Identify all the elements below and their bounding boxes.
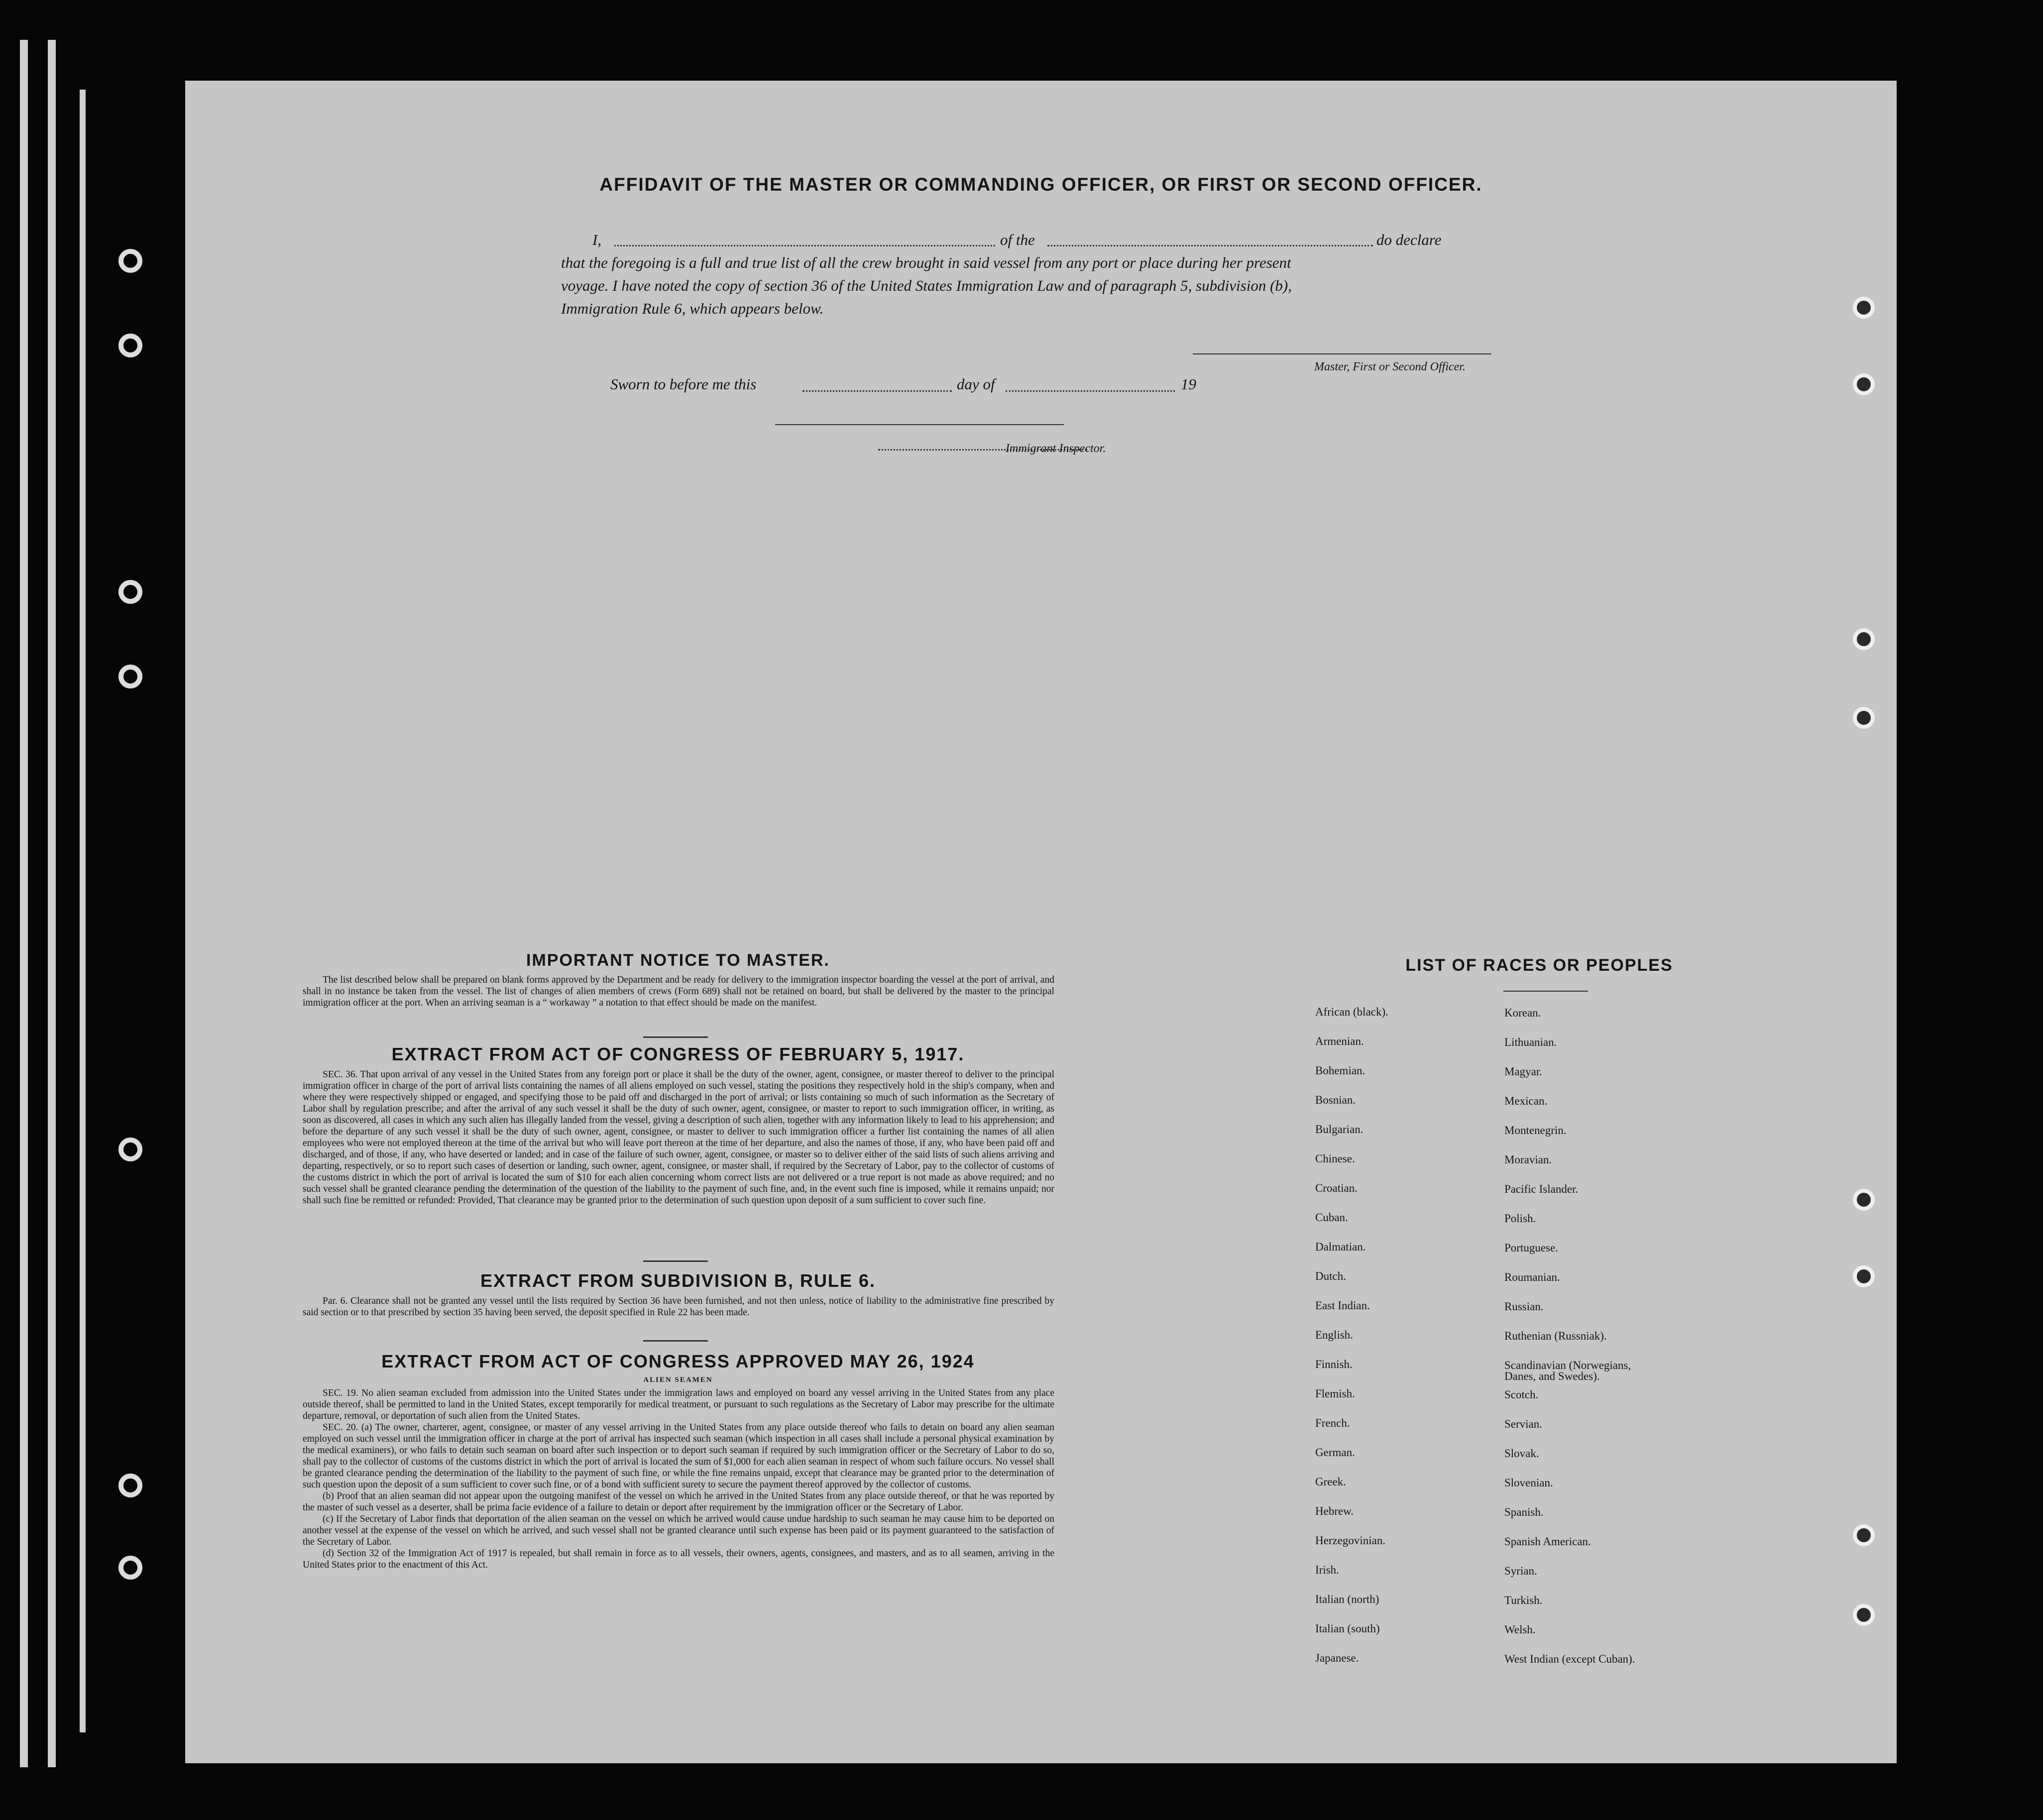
binder-ring-icon (118, 1474, 142, 1497)
inspector-signature-blank (775, 424, 1064, 425)
race-item: Greek. (1315, 1476, 1346, 1488)
race-item: Dutch. (1315, 1270, 1346, 1282)
binder-ring-icon (118, 580, 142, 604)
race-item: Irish. (1315, 1564, 1339, 1576)
race-item: Finnish. (1315, 1358, 1353, 1370)
race-item: Roumanian. (1504, 1271, 1560, 1283)
race-item: French. (1315, 1417, 1350, 1429)
race-item: Flemish. (1315, 1387, 1355, 1400)
race-item: Bohemian. (1315, 1064, 1365, 1077)
race-item: Spanish American. (1504, 1535, 1591, 1548)
race-item: Herzegovinian. (1315, 1534, 1386, 1547)
sworn-month-blank (1006, 390, 1175, 392)
race-item: Cuban. (1315, 1211, 1348, 1224)
race-item: East Indian. (1315, 1299, 1370, 1312)
race-item: Korean. (1504, 1007, 1541, 1019)
affidavit-title: AFFIDAVIT OF THE MASTER OR COMMANDING OFFICER, OR FIRST OR SECOND OFFICER. (599, 174, 1482, 195)
race-item: Pacific Islander. (1504, 1183, 1579, 1195)
sworn-day-blank (802, 390, 952, 392)
notice-title: IMPORTANT NOTICE TO MASTER. (526, 951, 830, 970)
race-item: Syrian. (1504, 1565, 1537, 1577)
race-item: Spanish. (1504, 1506, 1544, 1518)
punch-hole-icon (1853, 628, 1875, 650)
race-item: Servian. (1504, 1418, 1543, 1430)
master-signature-label: Master, First or Second Officer. (1314, 360, 1466, 373)
race-item: Scotch. (1504, 1388, 1539, 1401)
race-item: Chinese. (1315, 1152, 1355, 1165)
race-item: Hebrew. (1315, 1505, 1354, 1517)
affidavit-body-line: voyage. I have noted the copy of section 36 of the United States Immigration Law and of paragraph 5, subdivision (b), (561, 277, 1292, 294)
race-item: Japanese. (1315, 1652, 1359, 1664)
extract-1924-subtitle: ALIEN SEAMEN (643, 1376, 713, 1384)
binder-ring-icon (118, 249, 142, 273)
races-list-left (1315, 1007, 1494, 1682)
race-item: Croatian. (1315, 1182, 1358, 1194)
sworn-day-of: day of (957, 375, 995, 393)
binder-ring-icon (118, 1556, 142, 1580)
extract-1924-paragraph: (b) Proof that an alien seaman did not appear upon the outgoing manifest of the vessel on which he arrived in the United States from any place outside thereof, or that he was reported by the master of such vessel as a deserter, shall be prima facie evidence of a failure to detain or deport after requirement by the immigration officer or the Secretary of Labor. (303, 1491, 1054, 1513)
race-item: Magyar. (1504, 1065, 1543, 1078)
race-item: African (black). (1315, 1006, 1388, 1018)
extract-1924-body (303, 1387, 1054, 1571)
binder-ring-icon (118, 334, 142, 357)
binder-ring-icon (118, 665, 142, 688)
race-item: Turkish. (1504, 1594, 1543, 1606)
sworn-year-prefix: 19 (1181, 375, 1196, 393)
binder-ring-icon (118, 1138, 142, 1161)
punch-hole-icon (1853, 1524, 1875, 1546)
race-item: Polish. (1504, 1212, 1536, 1225)
extract-1924-title: EXTRACT FROM ACT OF CONGRESS APPROVED MAY 26, 1924 (381, 1351, 975, 1371)
manifest-page (185, 81, 1897, 1763)
declaration-do-declare: do declare (1376, 231, 1442, 248)
races-list-right (1504, 1008, 1733, 1683)
binder-strip (48, 40, 56, 1767)
punch-hole-icon (1853, 1189, 1875, 1211)
section-divider (1503, 991, 1588, 992)
extract-1924-paragraph: (c) If the Secretary of Labor finds that deportation of the alien seaman on the vessel on which he arrived would cause undue hardship to such seaman he may cause him to be deported on another vessel at the expense of the vessel on which he arrived, and such vessel shall not be granted clearance until such expense has been paid or its payment guaranteed to the satisfaction of the Secretary of Labor. (303, 1514, 1054, 1547)
punch-hole-icon (1853, 1265, 1875, 1287)
race-item: German. (1315, 1446, 1355, 1459)
race-item: English. (1315, 1329, 1354, 1341)
race-item: Slovak. (1504, 1447, 1539, 1460)
punch-hole-icon (1853, 1604, 1875, 1626)
binder-strip (80, 90, 86, 1732)
section-divider (643, 1036, 708, 1038)
affidavit-body-line: Immigration Rule 6, which appears below. (561, 300, 824, 317)
race-item: Moravian. (1504, 1153, 1552, 1166)
binder-strip (20, 40, 28, 1767)
race-item: Italian (south) (1315, 1622, 1380, 1635)
extract-rule6-title: EXTRACT FROM SUBDIVISION B, RULE 6. (480, 1270, 876, 1291)
master-signature-blank (1193, 353, 1491, 354)
punch-hole-icon (1853, 297, 1875, 319)
race-item: Slovenian. (1504, 1477, 1553, 1489)
extract-1917-body: SEC. 36. That upon arrival of any vessel in the United States from any foreign port or place it shall be the duty of the owner, agent, consignee, or master thereof to deliver to the principal immigration officer in charge of the port of arrival lists containing the names of all aliens employed on such vessel, stating the positions they respectively hold in the ship's company, when and where they were respectively shipped or engaged, and specifying those to be paid off and discharged in the port of arrival; or lists containing so much of such information as the Secretary of Labor shall by regulation prescribe; and after the arrival of any such vessel it shall be the duty of such owner, agent, consignee, or master to report to such immigration officer, in writing, as soon as discovered, all cases in which any such alien has illegally landed from the vessel, giving a description of such alien, together with any information likely to lead to his apprehension; and before the departure of any such vessel it shall be the duty of such owner, agent, consignee, or master to deliver to such immigration officer a further list containing the names of all alien employees who were not employed thereon at the time of the arrival but who will leave port thereon at the time of her departure, and also the names of those, if any, who have been paid off and discharged, and of those, if any, who have deserted or landed; and in case of the failure of such owner, agent, consignee, or master so to deliver either of the said lists of such aliens arriving and departing, respectively, or so to report such cases of desertion or landing, such owner, agent, consignee, or master shall, if required by the Secretary of Labor, pay to the collector of customs of the customs district in which the port of arrival is located the sum of $10 for each alien concerning whom correct lists are not delivered or a true report is not made as above required; and no such vessel shall be granted clearance pending the determination of the question of the liability to the payment of such fine, and, in the event such fine is imposed, while it remains unpaid; nor shall such fine be remitted or refunded: Provided, That clearance may be granted prior to the determination of such question upon deposit of a sum sufficient to cover such fine. (303, 1069, 1054, 1206)
notice-body: The list described below shall be prepared on blank forms approved by the Department and be ready for delivery to the immigration inspector boarding the vessel at the port of arrival, and shall in no instance be taken from the vessel. The list of changes of alien members of crews (Form 689) shall not be retained on board, but shall be delivered by the master to the principal immigration officer at the port. When an arriving seaman is a “ workaway ” a notation to that effect should be made on the manifest. (303, 975, 1054, 1008)
affidavit-body-line: that the foregoing is a full and true list of all the crew brought in said vessel from any port or place during her present (561, 254, 1291, 271)
vessel-blank (1047, 245, 1373, 246)
punch-hole-icon (1853, 707, 1875, 729)
race-item: Portuguese. (1504, 1242, 1558, 1254)
name-blank (614, 245, 995, 246)
race-item: Lithuanian. (1504, 1036, 1557, 1048)
extract-rule6-body: Par. 6. Clearance shall not be granted any vessel until the lists required by Section 36 have been furnished, and not then unless, notice of liability to the administrative fine prescribed by said section or to that prescribed by section 35 having been served, the deposit specified in Rule 22 has been made. (303, 1296, 1054, 1318)
extract-1917-title: EXTRACT FROM ACT OF CONGRESS OF FEBRUARY 5, 1917. (391, 1044, 965, 1064)
inspector-label: Immigrant Inspector. (1006, 442, 1106, 455)
race-item: Russian. (1504, 1300, 1544, 1313)
race-item: Bulgarian. (1315, 1123, 1363, 1136)
race-item: Ruthenian (Russniak). (1504, 1330, 1607, 1342)
extract-1924-paragraph: (d) Section 32 of the Immigration Act of 1917 is repealed, but shall remain in force as to all vessels, their owners, agents, consignees, and masters, and as to all seamen, arriving in the United States prior to the enactment of this Act. (303, 1548, 1054, 1570)
sworn-prefix: Sworn to before me this (610, 375, 757, 393)
race-item: West Indian (except Cuban). (1504, 1653, 1635, 1665)
race-item: Welsh. (1504, 1623, 1536, 1636)
race-item: Armenian. (1315, 1035, 1364, 1047)
extract-1924-paragraph: SEC. 19. No alien seaman excluded from admission into the United States under the immigration laws and employed on board any vessel arriving in the United States from any place outside thereof, shall be permitted to land in the United States, except temporarily for medical treatment, or pursuant to such regulations as the Secretary of Labor may prescribe for the ultimate departure, removal, or deportation of such alien from the United States. (303, 1388, 1054, 1421)
section-divider (643, 1260, 708, 1262)
race-item: Scandinavian (Norwegians, Danes, and Swedes). (1504, 1359, 1631, 1382)
declaration-i: I, (592, 231, 602, 248)
declaration-of-the: of the (1000, 231, 1035, 248)
race-item: Dalmatian. (1315, 1241, 1366, 1253)
race-item: Mexican. (1504, 1095, 1548, 1107)
race-item: Italian (north) (1315, 1593, 1379, 1605)
race-item: Bosnian. (1315, 1094, 1356, 1106)
section-divider (643, 1340, 708, 1342)
punch-hole-icon (1853, 373, 1875, 395)
races-title: LIST OF RACES OR PEOPLES (1405, 956, 1673, 975)
race-item: Montenegrin. (1504, 1124, 1567, 1137)
extract-1924-paragraph: SEC. 20. (a) The owner, charterer, agent, consignee, or master of any vessel arriving in the United States from any place outside thereof who fails to detain on board any alien seaman employed on such vessel until the immigration officer in charge at the port of arrival has inspected such seaman (which inspection in all cases shall include a personal physical examination by the medical examiners), or who fails to detain such seaman on board after such inspection or to deport such seaman if required by such immigration officer or the Secretary of Labor to do so, shall pay to the collector of customs of the customs district in which the port of arrival is located the sum of $1,000 for each alien seaman in respect of whom such failure occurs. No vessel shall be granted clearance pending the determination of the liability to the payment of such fine, or while the fine remains unpaid, except that clearance may be granted prior to the determination of such question upon the deposit of a sum sufficient to cover such fine, or of a bond with sufficient surety to secure the payment thereof approved by the collector of customs. (303, 1422, 1054, 1490)
